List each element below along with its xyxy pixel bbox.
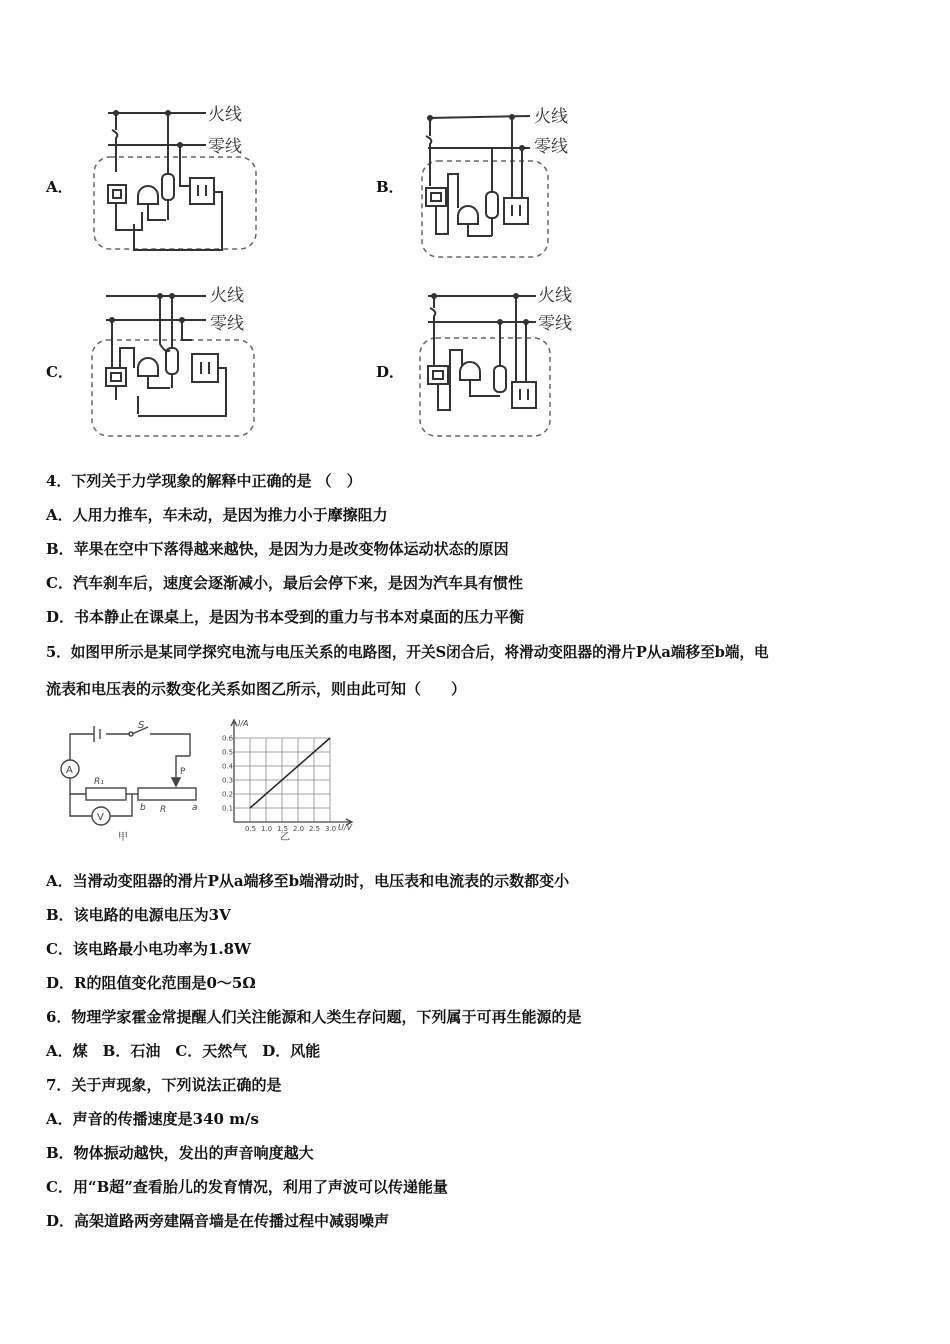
graph-caption: 乙 <box>280 832 290 843</box>
question-4-stem: 4．下列关于力学现象的解释中正确的是 （ ） <box>46 472 362 490</box>
wiring-diagram-a <box>86 100 276 260</box>
switch-label: S <box>138 720 145 731</box>
x-tick-label: 1.5 <box>277 825 289 833</box>
neutral-wire-label: 零线 <box>210 314 244 334</box>
live-wire-label: 火线 <box>210 286 244 306</box>
resistor-r1-label: R₁ <box>94 777 104 787</box>
live-wire-label: 火线 <box>534 107 568 127</box>
y-tick-label: 0.5 <box>222 748 234 757</box>
series-line <box>250 738 330 808</box>
option-b-label: B． <box>376 178 404 196</box>
circuit-caption: 甲 <box>118 832 128 843</box>
question-7-option-d: D．高架道路两旁建隔音墙是在传播过程中减弱噪声 <box>46 1212 390 1230</box>
question-4-option-b: B．苹果在空中下落得越来越快，是因为力是改变物体运动状态的原因 <box>46 540 509 558</box>
x-tick-label: 0.5 <box>245 825 257 833</box>
question-7-option-b: B．物体振动越快，发出的声音响度越大 <box>46 1144 314 1162</box>
ammeter-label: A <box>66 765 73 776</box>
end-a-label: a <box>192 803 198 813</box>
question-7-stem: 7．关于声现象，下列说法正确的是 <box>46 1076 282 1094</box>
option-c-label: C． <box>46 363 73 381</box>
y-tick-label: 0.4 <box>222 762 234 771</box>
graph-ylabel: I/A <box>238 719 249 728</box>
wiring-diagram-b <box>416 104 606 264</box>
wiring-diagram-d <box>416 284 606 444</box>
live-wire-label: 火线 <box>538 286 572 306</box>
question-5-option-c: C．该电路最小电功率为1.8W <box>46 940 251 958</box>
neutral-wire-label: 零线 <box>538 314 572 334</box>
y-tick-label: 0.3 <box>222 776 234 785</box>
x-tick-label: 2.5 <box>309 825 321 833</box>
x-tick-label: 3.0 <box>325 825 337 833</box>
y-tick-label: 0.2 <box>222 790 234 799</box>
question-7-option-a: A．声音的传播速度是340 m/s <box>46 1110 259 1128</box>
question-6-stem: 6．物理学家霍金常提醒人们关注能源和人类生存问题，下列属于可再生能源的是 <box>46 1008 582 1026</box>
y-tick-label: 0.6 <box>222 734 234 743</box>
question-5-stem-line2: 流表和电压表的示数变化关系如图乙所示，则由此可知（ ） <box>46 680 467 698</box>
x-tick-label: 2.0 <box>293 825 305 833</box>
question-7-option-c: C．用“B超”查看胎儿的发育情况，利用了声波可以传递能量 <box>46 1178 448 1196</box>
y-tick-label: 0.1 <box>222 804 234 813</box>
question-6-options: A．煤 B．石油 C．天然气 D．风能 <box>46 1042 321 1060</box>
end-b-label: b <box>140 803 146 813</box>
question-5-stem-line1: 5．如图甲所示是某同学探究电流与电压关系的电路图，开关S闭合后，将滑动变阻器的滑片P从a端移至b端，电 <box>46 644 769 661</box>
circuit-diagram <box>56 716 216 844</box>
question-4-option-a: A．人用力推车，车未动，是因为推力小于摩擦阻力 <box>46 506 388 524</box>
voltmeter-label: V <box>97 812 104 823</box>
question-5-option-d: D．R的阻值变化范围是0～5Ω <box>46 974 256 992</box>
question-4-option-c: C．汽车刹车后，速度会逐渐减小，最后会停下来，是因为汽车具有惯性 <box>46 574 523 592</box>
slider-p-label: P <box>180 767 186 777</box>
question-4-option-d: D．书本静止在课桌上，是因为书本受到的重力与书本对桌面的压力平衡 <box>46 608 525 626</box>
neutral-wire-label: 零线 <box>534 137 568 157</box>
option-d-label: D． <box>376 363 405 381</box>
wiring-diagram-c <box>86 284 276 444</box>
question-5-option-a: A．当滑动变阻器的滑片P从a端移至b端滑动时，电压表和电流表的示数都变小 <box>46 872 570 890</box>
x-tick-label: 1.0 <box>261 825 273 833</box>
graph-xlabel: U/V <box>338 823 353 832</box>
iu-graph <box>210 716 370 844</box>
question-5-option-b: B．该电路的电源电压为3V <box>46 906 231 924</box>
rheostat-label: R <box>160 805 167 815</box>
option-a-label: A． <box>46 178 73 196</box>
neutral-wire-label: 零线 <box>208 137 242 157</box>
live-wire-label: 火线 <box>208 105 242 125</box>
